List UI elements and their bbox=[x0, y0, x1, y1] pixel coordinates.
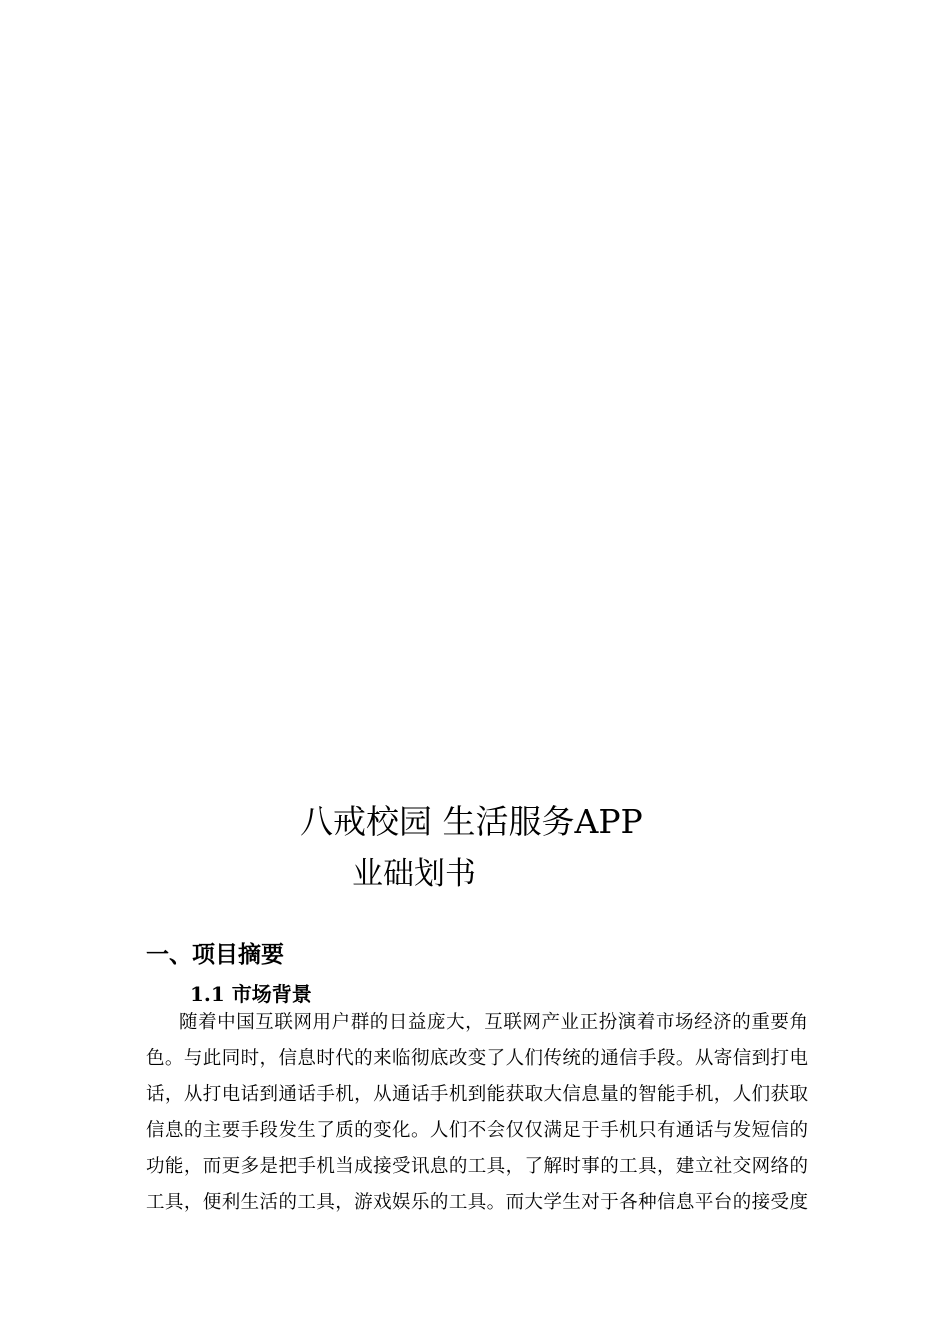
paragraph-line: 话，从打电话到通话手机，从通话手机到能获取大信息量的智能手机，人们获取 bbox=[146, 1084, 808, 1105]
section-heading: 一、项目摘要 bbox=[146, 942, 284, 968]
paragraph-line: 工具，便利生活的工具，游戏娱乐的工具。而大学生对于各种信息平台的接受度 bbox=[146, 1192, 808, 1213]
subsection-heading: 1.1 市场背景 bbox=[190, 982, 312, 1006]
document-title: 八戒校园 生活服务APP bbox=[300, 802, 643, 841]
paragraph-line: 随着中国互联网用户群的日益庞大，互联网产业正扮演着市场经济的重要角 bbox=[179, 1012, 808, 1033]
document-subtitle: 业础划书 bbox=[352, 856, 476, 892]
paragraph-line: 信息的主要手段发生了质的变化。人们不会仅仅满足于手机只有通话与发短信的 bbox=[146, 1120, 808, 1141]
paragraph-line: 功能，而更多是把手机当成接受讯息的工具，了解时事的工具，建立社交网络的 bbox=[146, 1156, 808, 1177]
paragraph-line: 色。与此同时，信息时代的来临彻底改变了人们传统的通信手段。从寄信到打电 bbox=[146, 1048, 808, 1069]
body-paragraph bbox=[146, 1005, 808, 1221]
